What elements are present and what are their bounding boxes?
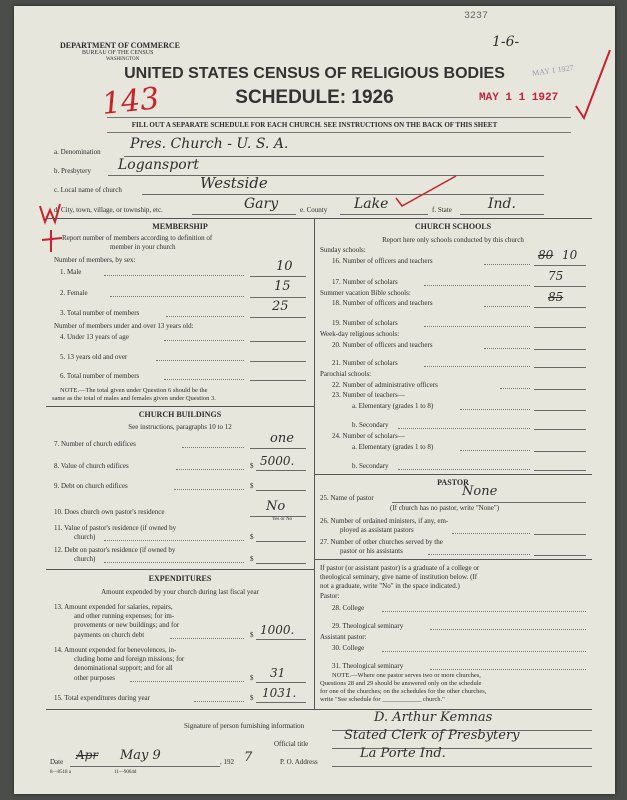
q9-dollar: $	[250, 482, 254, 490]
q10-residence-value: No	[266, 499, 286, 514]
dept-name: DEPARTMENT OF COMMERCE	[60, 41, 181, 50]
q15-value: 1031.	[262, 686, 297, 700]
q1-male-label: 1. Male	[60, 268, 82, 276]
census-schedule-sheet	[14, 6, 615, 794]
date-struck-value: Apr	[76, 748, 99, 762]
membership-note-1: NOTE.—The total given under Question 6 should be the	[60, 387, 208, 394]
handwritten-date-note: 1-6-	[492, 34, 520, 50]
year-prefix: , 192	[220, 758, 234, 766]
address-label: P. O. Address	[280, 758, 318, 766]
year-value: 7	[244, 750, 253, 765]
q17-value: 75	[548, 269, 564, 283]
pastor-sub-label: Pastor:	[320, 592, 340, 600]
schools-subtitle: Report here only schools conducted by this church	[382, 236, 524, 244]
q12-label-1: 12. Debt on pastor's residence (if owned by	[54, 546, 176, 554]
grad-text-2: theological seminary, give name of institution below. (If	[320, 573, 478, 581]
city-name: WASHINGTON	[106, 57, 140, 62]
q3-total-value: 25	[272, 299, 289, 314]
q23b-label: b. Secondary	[352, 421, 389, 429]
weekday-schools-label: Week-day religious schools:	[320, 330, 400, 338]
membership-intro-2: member in your church	[110, 243, 176, 251]
q25-hint: (If church has no pastor, write "None")	[390, 504, 500, 512]
q10-hint: Yes or No	[272, 517, 293, 522]
under-over-label: Number of members under and over 13 years old:	[54, 322, 194, 330]
q9-debt-label: 9. Debt on church edifices	[54, 482, 128, 490]
received-stamp-date: MAY 1 1 1927	[479, 92, 559, 104]
pastor-note-4: write "See schedule for ____________ church."	[320, 696, 445, 703]
q13-dollar: $	[250, 631, 254, 639]
form-instruction: FILL OUT A SEPARATE SCHEDULE FOR EACH CHURCH. SEE INSTRUCTIONS ON THE BACK OF THIS SHEET	[131, 121, 498, 129]
grad-text-3: not a graduate, write "No" in the space indicated.)	[320, 582, 460, 590]
q13-line-4: payments on church debt	[74, 631, 145, 639]
pastor-title: PASTOR	[437, 478, 469, 487]
form-code-2: 11—9064d	[114, 770, 137, 775]
q15-dollar: $	[250, 694, 254, 702]
pastor-note-3: for one of the churches; on the schedules for the other churches,	[320, 688, 487, 695]
form-code-1: 8—8518 a	[50, 770, 71, 775]
q8-value-label: 8. Value of church edifices	[54, 462, 129, 470]
stamp-number: 3237	[464, 11, 489, 22]
pastor-note-1: NOTE.—Where one pastor serves two or more churches,	[332, 672, 481, 679]
q19-label: 19. Number of scholars	[332, 319, 398, 327]
membership-title: MEMBERSHIP	[152, 222, 208, 231]
state-label: f. State	[432, 206, 452, 214]
q13-value: 1000.	[260, 623, 295, 637]
official-title-label: Official title	[274, 740, 309, 748]
q23a-label: a. Elementary (grades 1 to 8)	[352, 402, 434, 410]
q26-line-1: 26. Number of ordained ministers, if any, em-	[320, 517, 449, 525]
q18-struck-value: 85	[548, 290, 564, 304]
signature-label: Signature of person furnishing information	[184, 722, 305, 730]
local-name-value: Westside	[200, 174, 268, 192]
red-check-county-icon	[394, 174, 458, 208]
bureau-name: BUREAU OF THE CENSUS	[82, 50, 154, 56]
schools-title: CHURCH SCHOOLS	[414, 222, 492, 231]
q27-line-1: 27. Number of other churches served by the	[320, 538, 443, 546]
q11-label-1: 11. Value of pastor's residence (if owned by	[54, 524, 177, 532]
summer-schools-label: Summer vacation Bible schools:	[320, 289, 411, 297]
q20-label: 20. Number of officers and teachers	[332, 341, 433, 349]
q12-dollar: $	[250, 555, 254, 563]
membership-note-2: same as the total of males and females given under Question 3.	[52, 395, 216, 402]
q12-label-2: church)	[74, 555, 96, 563]
q16-value: 10	[562, 248, 578, 262]
q2-female-label: 2. Female	[60, 289, 88, 297]
grad-text-1: If pastor (or assistant pastor) is a graduate of a college or	[320, 564, 480, 572]
form-subtitle: SCHEDULE: 1926	[235, 87, 394, 108]
date-value: May 9	[120, 748, 161, 763]
county-label: e. County	[300, 206, 328, 214]
q14-line-3: denominational support; and for all	[74, 664, 173, 672]
presbytery-value: Logansport	[118, 157, 199, 173]
q24a-label: a. Elementary (grades 1 to 8)	[352, 443, 434, 451]
q24-label: 24. Number of scholars—	[332, 432, 405, 440]
q18-label: 18. Number of officers and teachers	[332, 299, 433, 307]
red-handwritten-number: 143	[100, 81, 161, 122]
expenditures-subtitle: Amount expended by your church during last fiscal year	[101, 588, 259, 596]
q23-label: 23. Number of teachers—	[332, 391, 405, 399]
official-title-value: Stated Clerk of Presbytery	[344, 728, 520, 743]
q30-label: 30. College	[332, 644, 365, 652]
q15-total-label: 15. Total expenditures during year	[54, 694, 150, 702]
red-check-mark-icon	[574, 46, 614, 126]
q4-under-13-label: 4. Under 13 years of age	[60, 333, 129, 341]
q8-value-value: 5000.	[260, 454, 295, 468]
q14-line-1: 14. Amount expended for benevolences, in-	[54, 646, 177, 654]
q7-edifices-label: 7. Number of church edifices	[54, 440, 136, 448]
q16-label: 16. Number of officers and teachers	[332, 257, 433, 265]
q29-label: 29. Theological seminary	[332, 622, 404, 630]
q2-female-value: 15	[274, 279, 291, 294]
city-value: Gary	[244, 196, 279, 212]
q25-label: 25. Name of pastor	[320, 494, 374, 502]
q7-edifices-value: one	[270, 431, 294, 446]
buildings-title: CHURCH BUILDINGS	[138, 410, 222, 419]
q11-label-2: church)	[74, 533, 96, 541]
expenditures-title: EXPENDITURES	[148, 574, 212, 583]
q28-label: 28. College	[332, 604, 365, 612]
q31-label: 31. Theological seminary	[332, 662, 404, 670]
q27-line-2: pastor or his assistants	[340, 547, 403, 555]
q8-dollar: $	[250, 462, 254, 470]
denomination-value: Pres. Church - U. S. A.	[130, 136, 289, 152]
county-value: Lake	[354, 196, 389, 212]
form-title: UNITED STATES CENSUS OF RELIGIOUS BODIES	[124, 65, 505, 82]
address-value: La Porte Ind.	[360, 746, 446, 761]
members-by-sex-label: Number of members, by sex:	[54, 256, 136, 264]
q11-dollar: $	[250, 533, 254, 541]
q16-struck-value: 80	[538, 248, 554, 262]
assistant-pastor-label: Assistant pastor:	[320, 633, 367, 641]
date-label: Date	[50, 758, 64, 766]
parochial-schools-label: Parochial schools:	[320, 370, 372, 378]
pastor-note-2: Questions 28 and 29 should be answered only on the schedule	[320, 680, 482, 687]
q14-value: 31	[270, 666, 286, 680]
local-name-label: c. Local name of church	[54, 186, 122, 194]
q5-over-13-label: 5. 13 years old and over	[60, 353, 128, 361]
faint-stamp: MAY 1 1927	[531, 63, 575, 78]
q14-dollar: $	[250, 674, 254, 682]
presbytery-label: b. Presbytery	[54, 167, 91, 175]
q21-label: 21. Number of scholars	[332, 359, 398, 367]
q17-label: 17. Number of scholars	[332, 278, 398, 286]
q26-line-2: ployed as assistant pastors	[340, 526, 414, 534]
q13-line-1: 13. Amount expended for salaries, repairs,	[54, 603, 173, 611]
q24b-label: b. Secondary	[352, 462, 389, 470]
membership-intro-1: Report number of members according to definition of	[62, 234, 213, 242]
q14-line-2: cluding home and foreign missions; for	[74, 655, 185, 663]
q22-label: 22. Number of administrative officers	[332, 381, 438, 389]
q25-value: None	[462, 484, 498, 499]
q14-line-4: other purposes	[74, 674, 116, 682]
q13-line-2: and other running expenses; for im-	[74, 612, 175, 620]
q6-total-label: 6. Total number of members	[60, 372, 140, 380]
denomination-label: a. Denomination	[54, 148, 101, 156]
signature-value: D. Arthur Kemnas	[374, 710, 493, 725]
buildings-subtitle: See instructions, paragraphs 10 to 12	[128, 423, 232, 431]
sunday-schools-label: Sunday schools:	[320, 246, 366, 254]
q10-residence-label: 10. Does church own pastor's residence	[54, 508, 165, 516]
city-label: d. City, town, village, or township, etc.	[54, 206, 163, 214]
q1-male-value: 10	[276, 259, 293, 274]
state-value: Ind.	[488, 196, 516, 212]
q3-total-label: 3. Total number of members	[60, 309, 140, 317]
q13-line-3: provements or new buildings; and for	[74, 621, 180, 629]
